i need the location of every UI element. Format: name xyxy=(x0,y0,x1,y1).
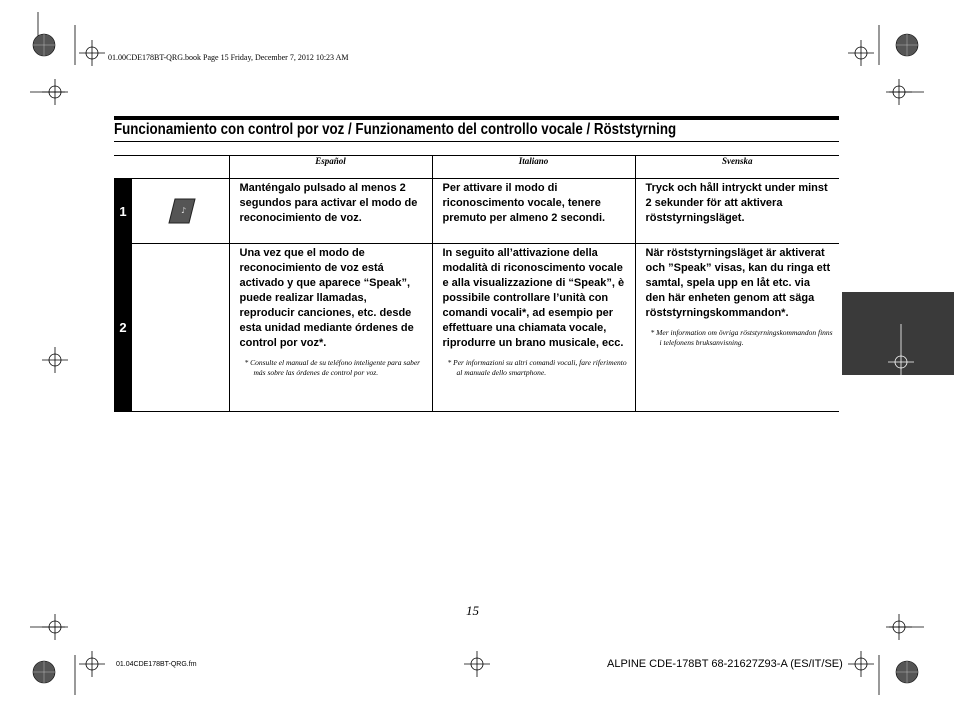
page-title: Funcionamiento con control por voz / Funzionamento del controllo vocale / Röststyrning xyxy=(114,121,677,138)
step-1-text-es: Manténgalo pulsado al menos 2 segundos para activar el modo de reconocimiento de voz. xyxy=(239,182,418,224)
side-thumb-tab xyxy=(842,292,954,375)
title-underline xyxy=(114,141,839,142)
step-1-text-it: Per attivare il modo di riconoscimento vocale, tenere premuto per almeno 2 secondi. xyxy=(442,182,606,224)
footer-product-code: ALPINE CDE-178BT 68-21627Z93-A (ES/IT/SE) xyxy=(607,658,843,670)
table-row xyxy=(114,179,839,244)
registration-target-icon xyxy=(79,40,105,66)
step-2-text-sv: När röststyrningsläget är aktiverat och ”Speak” visas, kan du ringa ett samtal, spela upp en låt etc. via den här enheten genom att säga röststyrningskommandon*. xyxy=(645,247,831,319)
footnote-it: * Per informazioni su altri comandi vocali, fare riferimento al manuale dello smartphone. xyxy=(447,358,627,377)
footnote-es: * Consulte el manual de su teléfono inteligente para saber más sobre las órdenes de control por voz. xyxy=(244,358,421,377)
step-2-text-it: In seguito all’attivazione della modalità di riconoscimento vocale e alla visualizzazione di “Speak”, è possibile controllare l’unità con comandi vocali*, ad esempio per effettuare una chiamata vocale, riprodurre un brano musicale, ecc. xyxy=(442,247,625,349)
footnote-sv: * Mer information om övriga röststyrningskommandon finns i telefonens bruksanvisning. xyxy=(650,328,833,347)
table-row xyxy=(114,244,839,412)
instruction-table xyxy=(114,155,839,412)
table-header-row xyxy=(114,156,839,179)
step-1-text-sv: Tryck och håll intryckt under minst 2 sekunder för att aktivera röststyrningsläget. xyxy=(645,182,828,224)
footer-filename: 01.04CDE178BT-QRG.fm xyxy=(116,661,197,668)
registration-target-icon xyxy=(886,342,916,382)
voice-button-icon xyxy=(167,196,197,226)
file-info-header: 01.00CDE178BT-QRG.book Page 15 Friday, December 7, 2012 10:23 AM xyxy=(108,53,349,62)
column-header-es: Español xyxy=(229,156,432,179)
column-header-sv: Svenska xyxy=(635,156,839,179)
title-rule xyxy=(114,116,839,120)
svg-text:♪: ♪ xyxy=(181,206,187,215)
step-2-text-es: Una vez que el modo de reconocimiento de voz está activado y que aparece “Speak”, puede realizar llamadas, reproducir canciones, etc. desde esta unidad mediante órdenes de control por voz*. xyxy=(239,247,414,349)
step-number: 1 xyxy=(114,179,132,244)
step-number: 2 xyxy=(114,244,132,412)
column-header-it: Italiano xyxy=(432,156,635,179)
page-number: 15 xyxy=(466,603,479,618)
